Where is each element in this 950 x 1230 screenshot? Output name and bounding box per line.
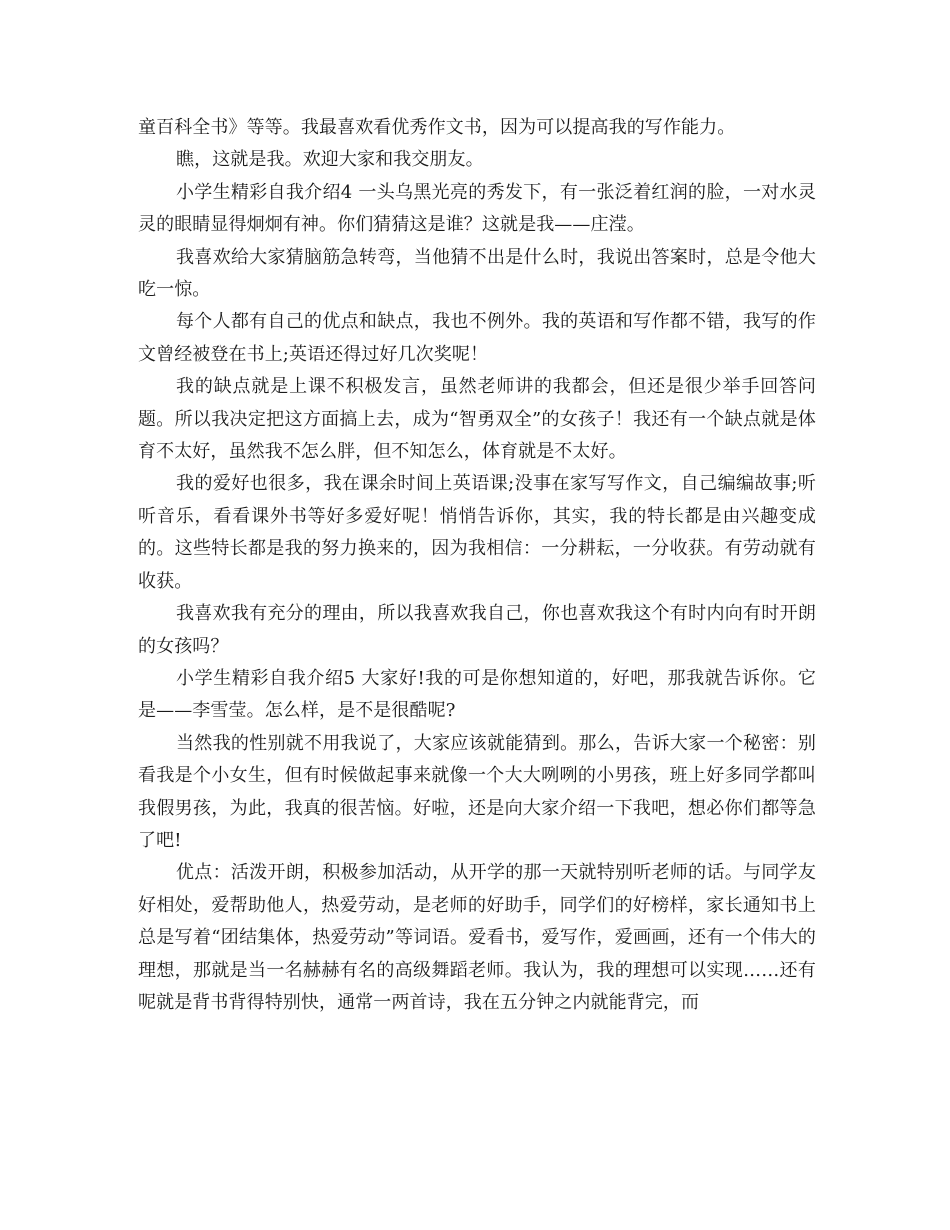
paragraph-8: 我喜欢我有充分的理由，所以我喜欢我自己，你也喜欢我这个有时内向有时开朗的女孩吗？: [138, 603, 816, 657]
paragraph-10: 当然我的性别就不用我说了，大家应该就能猜到。那么，告诉大家一个秘密：别看我是个小女生，但有时候做起事来就像一个大大咧咧的小男孩，班上好多同学都叫我假男孩，为此，我真的很苦恼。好啦，还是向大家介绍一下我吧，想必你们都等急了吧!: [138, 732, 816, 851]
paragraph-1: 童百科全书》等等。我最喜欢看优秀作文书，因为可以提高我的写作能力。: [138, 117, 736, 138]
paragraph-7: 我的爱好也很多，我在课余时间上英语课;没事在家写写作文，自己编编故事;听听音乐，看看课外书等好多爱好呢！悄悄告诉你，其实，我的特长都是由兴趣变成的。这些特长都是我的努力换来的，因为我相信：一分耕耘，一分收获。有劳动就有收获。: [138, 473, 816, 592]
paragraph-11: 优点：活泼开朗，积极参加活动，从开学的那一天就特别听老师的话。与同学友好相处，爱帮助他人，热爱劳动，是老师的好助手，同学们的好榜样，家长通知书上总是写着“团结集体，热爱劳动”等词语。爱看书，爱写作，爱画画，还有一个伟大的理想，那就是当一名赫赫有名的高级舞蹈老师。我认为，我的理想可以实现……还有呢就是背书背得特别快，通常一两首诗，我在五分钟之内就能背完，而: [138, 862, 816, 1013]
paragraph-2: 瞧，这就是我。欢迎大家和我交朋友。: [176, 149, 484, 171]
paragraph-3: 小学生精彩自我介绍4 一头乌黑光亮的秀发下，有一张泛着红润的脸，一对水灵灵的眼睛显得炯炯有神。你们猜猜这是谁？这就是我——庄滢。: [138, 181, 816, 236]
document-body: [138, 112, 816, 1019]
paragraph-5: 每个人都有自己的优点和缺点，我也不例外。我的英语和写作都不错，我写的作文曾经被登在书上;英语还得过好几次奖呢！: [138, 311, 816, 365]
paragraph-9: 小学生精彩自我介绍5 大家好!我的可是你想知道的，好吧，那我就告诉你。它是——李雪莹。怎么样，是不是很酷呢?: [138, 667, 816, 722]
paragraph-4: 我喜欢给大家猜脑筋急转弯，当他猜不出是什么时，我说出答案时，总是令他大吃一惊。: [138, 246, 816, 301]
paragraph-6: 我的缺点就是上课不积极发言，虽然老师讲的我都会，但还是很少举手回答问题。所以我决定把这方面搞上去，成为“智勇双全”的女孩子！我还有一个缺点就是体育不太好，虽然我不怎么胖，但不知怎么，体育就是不太好。: [138, 376, 816, 463]
